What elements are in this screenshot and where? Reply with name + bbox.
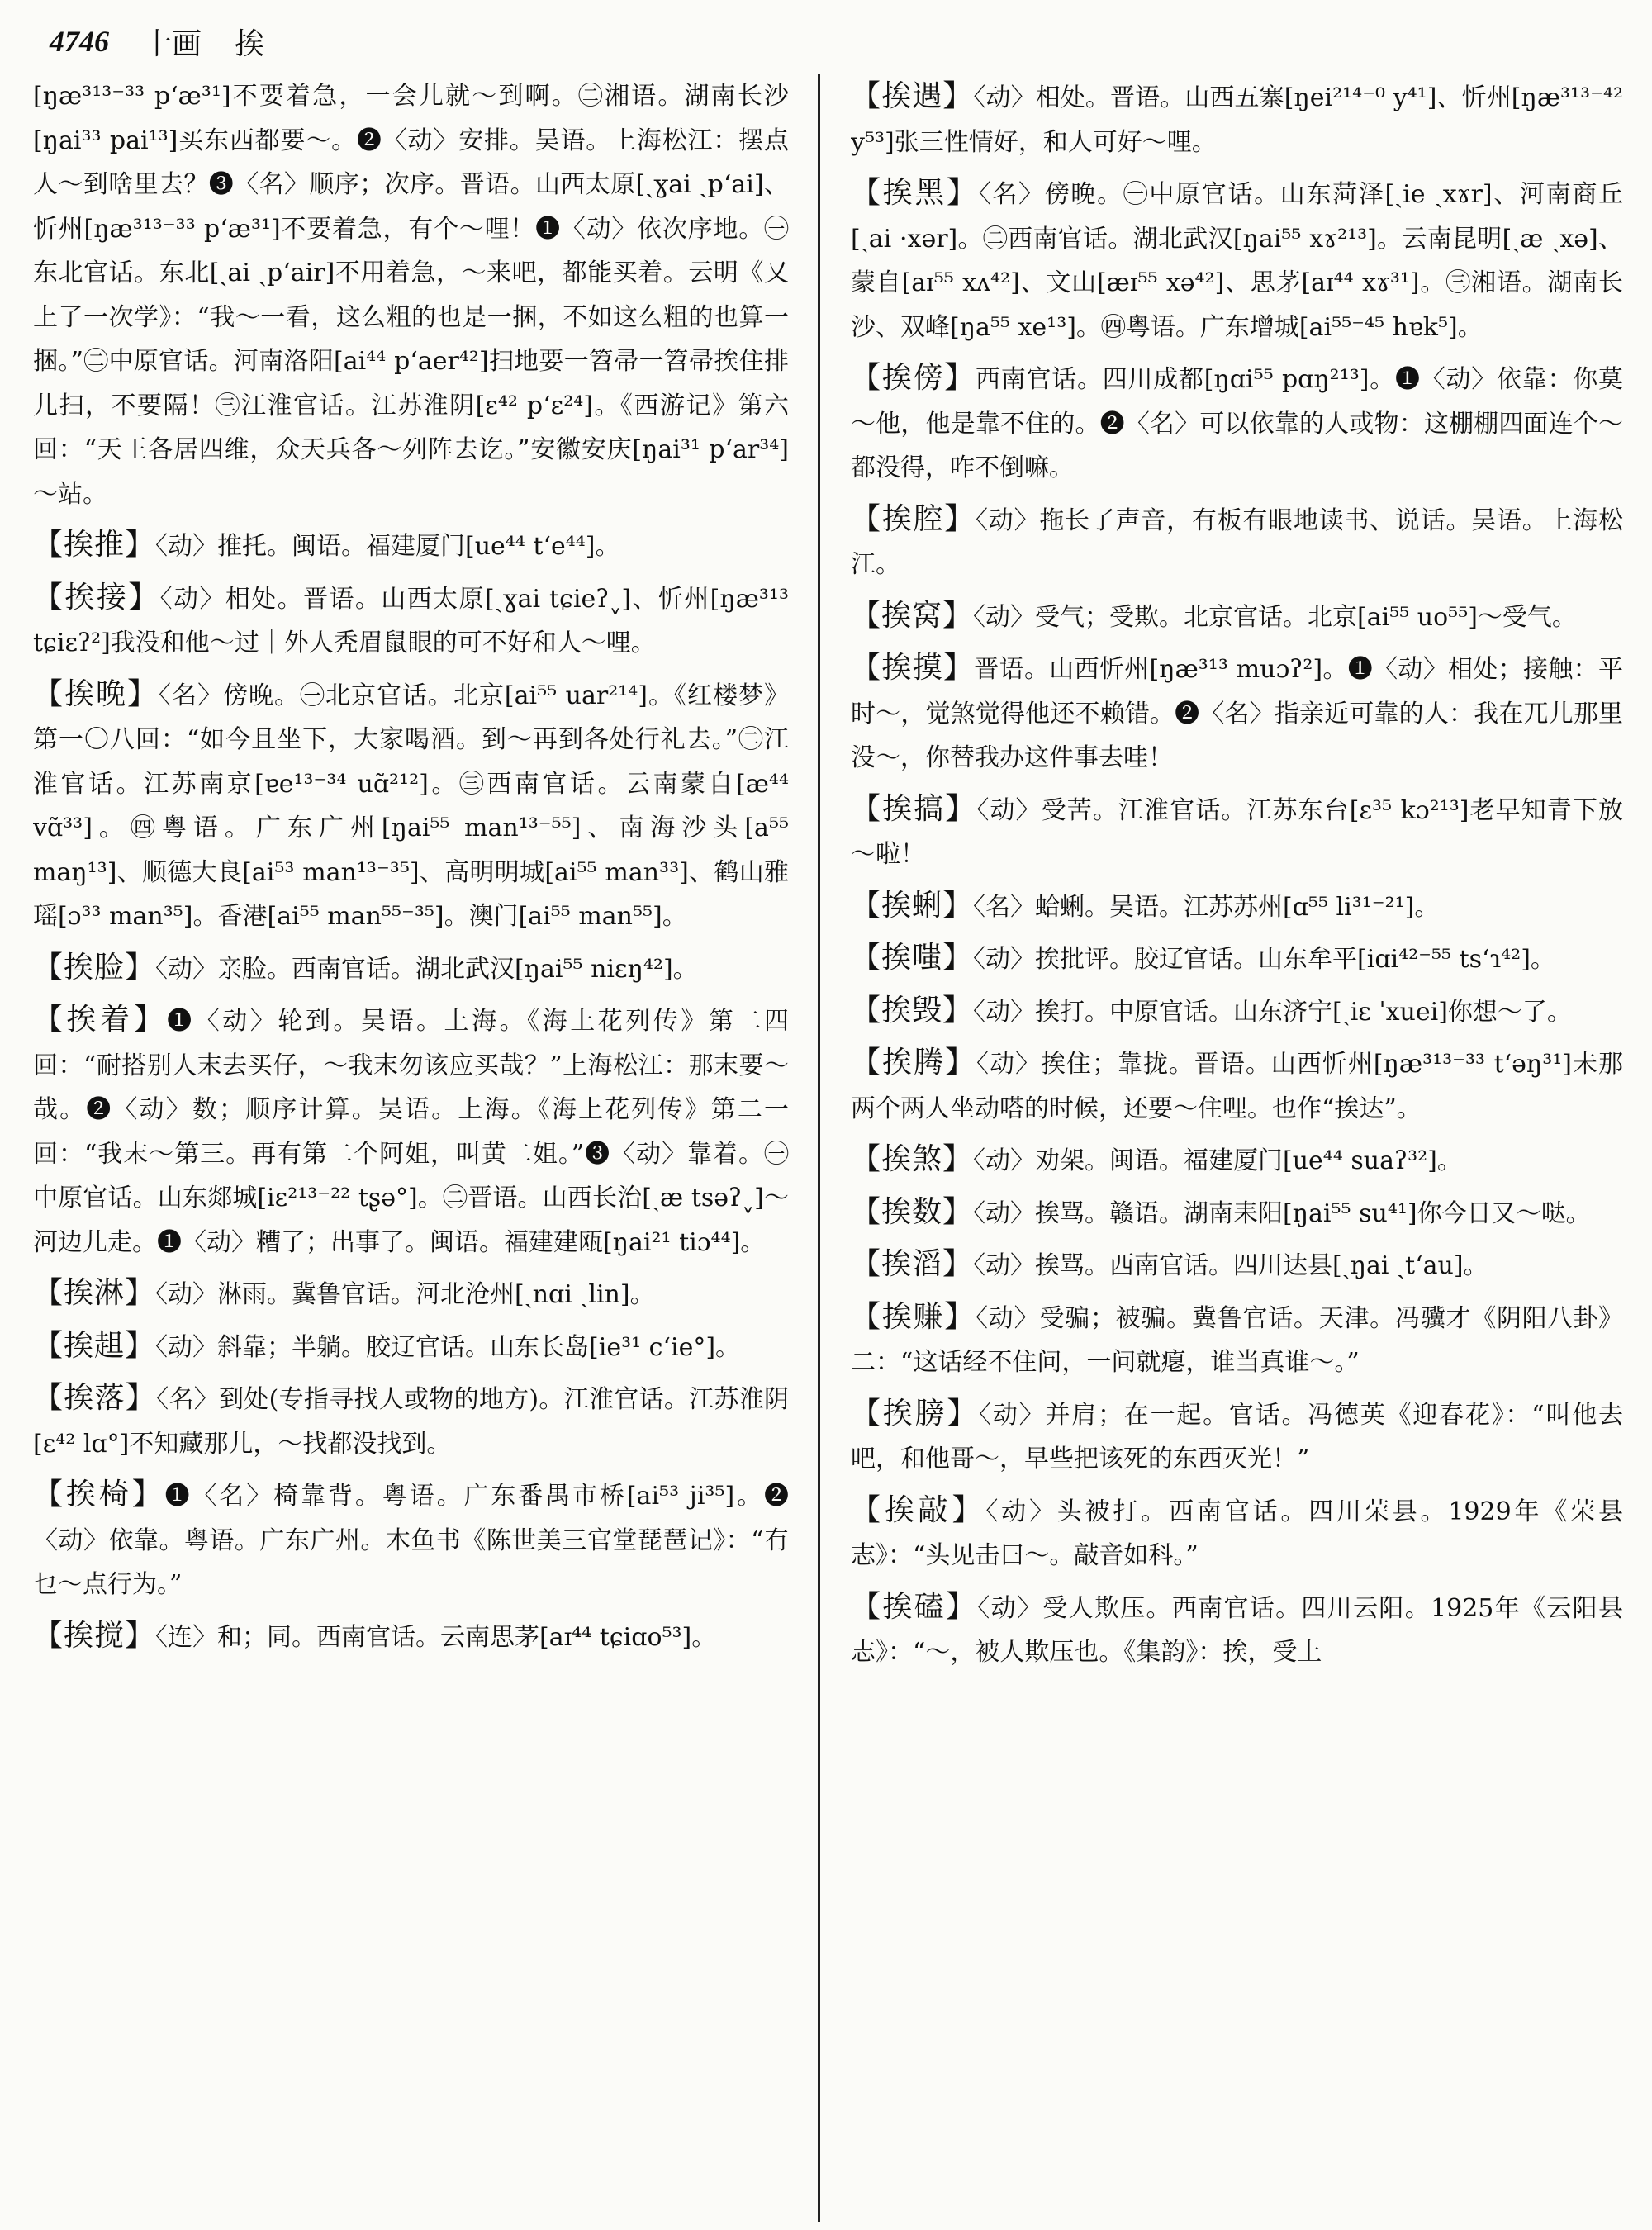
dictionary-entry	[851, 356, 1623, 491]
dictionary-entry	[851, 1137, 1623, 1184]
entry-headword: 【挨敲】	[851, 1492, 986, 1527]
entry-headword: 【挨嗤】	[851, 941, 974, 975]
section-label: 十画	[142, 26, 202, 61]
entry-headword: 【挨膀】	[851, 1396, 980, 1431]
entry-headword: 【挨淋】	[33, 1276, 156, 1310]
entry-text: 〈动〉受人欺压。西南官话。四川云阳。1925年《云阳县志》：“～，被人欺压也。《集韵》：挨，受上	[851, 1593, 1623, 1667]
entry-text: 〈名〉到处(专指寻找人或物的地方)。江淮官话。江苏淮阴[ɛ⁴² lɑ°]不知藏那儿，～找都没找到。	[33, 1385, 789, 1459]
entry-text: 〈动〉斜靠；半躺。胶辽官话。山东长岛[ie³¹ c‘ie°]。	[155, 1332, 741, 1362]
entry-headword: 【挨毁】	[851, 993, 974, 1027]
dictionary-entry	[851, 1242, 1623, 1288]
radical-label: 挨	[235, 26, 265, 61]
dictionary-entry	[33, 523, 789, 569]
dictionary-entry	[33, 1614, 789, 1660]
dictionary-entry	[33, 946, 789, 992]
dictionary-entry	[851, 884, 1623, 930]
dictionary-entry	[33, 1376, 789, 1466]
entry-text: 晋语。山西忻州[ŋæ³¹³ muɔʔ²]。❶〈动〉相处；接触：平时～，觉煞觉得他还不赖错。❷〈名〉指亲近可靠的人：我在兀儿那里没～，你替我办这件事去哇！	[851, 655, 1623, 772]
dictionary-entry	[851, 936, 1623, 982]
entry-text: 〈动〉并肩；在一起。官话。冯德英《迎春花》：“叫他去吧，和他哥～，早些把该死的东西灭光！”	[851, 1400, 1623, 1473]
entry-headword: 【挨遇】	[851, 79, 974, 113]
entry-text: 〈名〉傍晚。㊀中原官话。山东菏泽[ˏie ˏxɤr]、河南商丘[ˏai ·xər]。㊁西南官话。湖北武汉[ŋai⁵⁵ xɤ²¹³]。云南昆明[ˏæ ˏxə]、蒙自[aɪ⁵⁵ xʌ⁴²]、文山[æɪ⁵⁵ xə⁴²]、思茅[aɪ⁴⁴ xɤ³¹]。㊂湘语。湖南长沙、双峰[ŋa⁵⁵ xe¹³]。㊃粤语。广东增城[ai⁵⁵⁻⁴⁵ hɐk⁵]。	[851, 180, 1623, 342]
dictionary-entry	[33, 672, 789, 939]
entry-headword: 【挨蜊】	[851, 888, 974, 923]
entry-text: 〈名〉傍晚。㊀北京官话。北京[ai⁵⁵ uar²¹⁴]。《红楼梦》第一〇八回：“如今且坐下，大家喝酒。到～再到各处行礼去。”㊁江淮官话。江苏南京[ɐe¹³⁻³⁴ uɑ̃²¹²]。㊂西南官话。云南蒙自[æ⁴⁴ vɑ̃³³]。㊃粤语。广东广州[ŋai⁵⁵ man¹³⁻⁵⁵]、南海沙头[a⁵⁵ maŋ¹³]、顺德大良[ai⁵³ man¹³⁻³⁵]、高明明城[ai⁵⁵ man³³]、鹤山雅瑶[ɔ³³ man³⁵]。香港[ai⁵⁵ man⁵⁵⁻³⁵]。澳门[ai⁵⁵ man⁵⁵]。	[33, 681, 789, 931]
entry-headword: 【挨黑】	[851, 176, 979, 210]
entry-text: 〈动〉拖长了声音，有板有眼地读书、说话。吴语。上海松江。	[851, 505, 1623, 579]
dictionary-entry	[33, 998, 789, 1264]
dictionary-entry	[851, 1295, 1623, 1385]
entry-headword: 【挨煞】	[851, 1142, 974, 1176]
entry-headword: 【挨落】	[33, 1381, 157, 1415]
dictionary-entry	[851, 171, 1623, 349]
entry-text: 〈动〉相处。晋语。山西五寨[ŋei²¹⁴⁻⁰ y⁴¹]、忻州[ŋæ³¹³⁻⁴² y⁵³]张三性情好，和人可好～哩。	[851, 83, 1623, 157]
entry-text: 〈动〉挨骂。赣语。湖南耒阳[ŋai⁵⁵ su⁴¹]你今日又～哒。	[973, 1198, 1591, 1228]
dictionary-entry	[851, 1585, 1623, 1675]
entry-text: 〈动〉推托。闽语。福建厦门[ue⁴⁴ t‘e⁴⁴]。	[155, 532, 620, 561]
entry-text: 〈动〉淋雨。冀鲁官话。河北沧州[ˏnɑi ˏlin]。	[155, 1280, 655, 1309]
entry-text: 〈动〉受骗；被骗。冀鲁官话。天津。冯骥才《阴阳八卦》二：“这话经不住问，一问就瘪，谁当真谁～。”	[851, 1303, 1623, 1377]
dictionary-entry	[851, 989, 1623, 1035]
entry-headword: 【挨接】	[33, 580, 160, 614]
dictionary-entry	[851, 1190, 1623, 1236]
column-divider	[818, 74, 820, 2222]
entry-text: 〈连〉和；同。西南官话。云南思茅[aɪ⁴⁴ tɕiɑo⁵³]。	[155, 1622, 717, 1652]
entry-text: 西南官话。四川成都[ŋɑi⁵⁵ pɑŋ²¹³]。❶〈动〉依靠：你莫～他，他是靠不住的。❷〈名〉可以依靠的人或物：这棚棚四面连个～都没得，咋不倒嘛。	[851, 365, 1623, 482]
page-header	[50, 15, 1602, 68]
entry-headword: 【挨磕】	[851, 1589, 978, 1624]
entry-text: 〈动〉挨打。中原官话。山东济宁[ˏiɛ ˈxuei]你想～了。	[973, 997, 1572, 1027]
dictionary-entry	[33, 74, 789, 516]
left-column	[33, 74, 789, 2222]
dictionary-entry	[33, 1473, 789, 1607]
entry-headword: 【挨腾】	[851, 1046, 976, 1079]
entry-headword: 【挨摸】	[851, 651, 975, 685]
entry-text: ❶〈名〉椅靠背。粤语。广东番禺市桥[ai⁵³ ji³⁵]。❷〈动〉依靠。粤语。广东广州。木鱼书《陈世美三官堂琵琶记》：“冇乜～点行为。”	[33, 1482, 789, 1599]
entry-headword: 【挨赚】	[851, 1299, 976, 1334]
entry-text: 〈动〉劝架。闽语。福建厦门[ue⁴⁴ suaʔ³²]。	[973, 1146, 1462, 1175]
entry-headword: 【挨数】	[851, 1194, 974, 1229]
entry-headword: 【挨推】	[33, 528, 156, 562]
entry-text: ❶〈动〉轮到。吴语。上海。《海上花列传》第二四回：“耐搭别人末去买仔，～我末勿该应买哉？”上海松江：那末要～哉。❷〈动〉数；顺序计算。吴语。上海。《海上花列传》第二一回：“我末～第三。再有第二个阿姐，叫黄二姐。”❸〈动〉靠着。㊀中原官话。山东郯城[iɛ²¹³⁻²² tʂə°]。㊁晋语。山西长治[ˏæ tsəʔˬ]～河边儿走。❶〈动〉糟了；出事了。闽语。福建建瓯[ŋai²¹ tiɔ⁴⁴]。	[33, 1007, 789, 1257]
dictionary-entry	[33, 1324, 789, 1370]
entry-headword: 【挨傍】	[851, 361, 976, 395]
dictionary-entry	[851, 497, 1623, 587]
entry-text: 〈动〉头被打。西南官话。四川荣县。1929年《荣县志》：“头见击曰～。敲音如科。”	[851, 1497, 1623, 1570]
entry-headword: 【挨晚】	[33, 676, 159, 711]
entry-text: 〈动〉挨住；靠拢。晋语。山西忻州[ŋæ³¹³⁻³³ t‘əŋ³¹]未那两个两人坐动嗒的时候，还要～住哩。也作“挨达”。	[851, 1050, 1623, 1123]
dictionary-entry	[851, 1392, 1623, 1482]
dictionary-entry	[851, 787, 1623, 877]
dictionary-entry	[851, 1488, 1623, 1578]
entry-text: 〈动〉相处。晋语。山西太原[ˏɣai tɕieʔˬ]、忻州[ŋæ³¹³ tɕiɛʔ²]我没和他～过｜外人秃眉鼠眼的可不好和人～哩。	[33, 584, 789, 657]
entry-headword: 【挨趄】	[33, 1328, 156, 1363]
entry-headword: 【挨搞】	[851, 791, 977, 826]
entry-headword: 【挨窝】	[851, 598, 974, 633]
dictionary-entry	[851, 74, 1623, 164]
dictionary-entry	[33, 576, 789, 666]
entry-text: [ŋæ³¹³⁻³³ p‘æ³¹]不要着急，一会儿就～到啊。㊁湘语。湖南长沙[ŋai³³ pai¹³]买东西都要～。❷〈动〉安排。吴语。上海松江：摆点人～到啥里去？❸〈名〉顺序；次序。晋语。山西太原[ˏɣai ˏp‘ai]、忻州[ŋæ³¹³⁻³³ p‘æ³¹]不要着急，有个～哩！❶〈动〉依次序地。㊀东北官话。东北[ˏai ˏp‘air]不用着急，～来吧，都能买着。云明《又上了一次学》：“我～一看，这么粗的也是一捆，不如这么粗的也算一捆。”㊁中原官话。河南洛阳[ai⁴⁴ p‘aer⁴²]扫地要一笤帚一笤帚挨住排儿扫，不要隔！㊂江淮官话。江苏淮阴[ɛ⁴² p‘ɛ²⁴]。《西游记》第六回：“天王各居四维，众天兵各～列阵去讫。”安徽安庆[ŋai³¹ p‘ar³⁴]～站。	[33, 82, 789, 509]
right-column	[851, 74, 1623, 2222]
entry-text: 〈名〉蛤蜊。吴语。江苏苏州[ɑ⁵⁵ li³¹⁻²¹]。	[973, 892, 1440, 922]
dictionary-entry	[851, 594, 1623, 640]
entry-text: 〈动〉受气；受欺。北京官话。北京[ai⁵⁵ uo⁵⁵]～受气。	[973, 602, 1577, 632]
entry-headword: 【挨椅】	[33, 1478, 165, 1511]
entry-headword: 【挨着】	[33, 1003, 168, 1037]
entry-text: 〈动〉受苦。江淮官话。江苏东台[ɛ³⁵ kɔ²¹³]老早知青下放～啦！	[851, 795, 1623, 869]
entry-text: 〈动〉挨批评。胶辽官话。山东牟平[iɑi⁴²⁻⁵⁵ ts‘ɿ⁴²]。	[973, 945, 1555, 974]
entry-headword: 【挨滔】	[851, 1247, 974, 1281]
dictionary-entry	[851, 1041, 1623, 1131]
entry-text: 〈动〉亲脸。西南官话。湖北武汉[ŋai⁵⁵ niɛŋ⁴²]。	[155, 954, 698, 984]
entry-headword: 【挨腔】	[851, 501, 976, 536]
page-number: 4746	[50, 25, 109, 58]
dictionary-entry	[33, 1271, 789, 1317]
dictionary-entry	[851, 646, 1623, 780]
entry-headword: 【挨搅】	[33, 1618, 156, 1653]
entry-text: 〈动〉挨骂。西南官话。四川达县[ˏŋai ˏt‘au]。	[973, 1251, 1488, 1280]
entry-headword: 【挨脸】	[33, 950, 156, 985]
